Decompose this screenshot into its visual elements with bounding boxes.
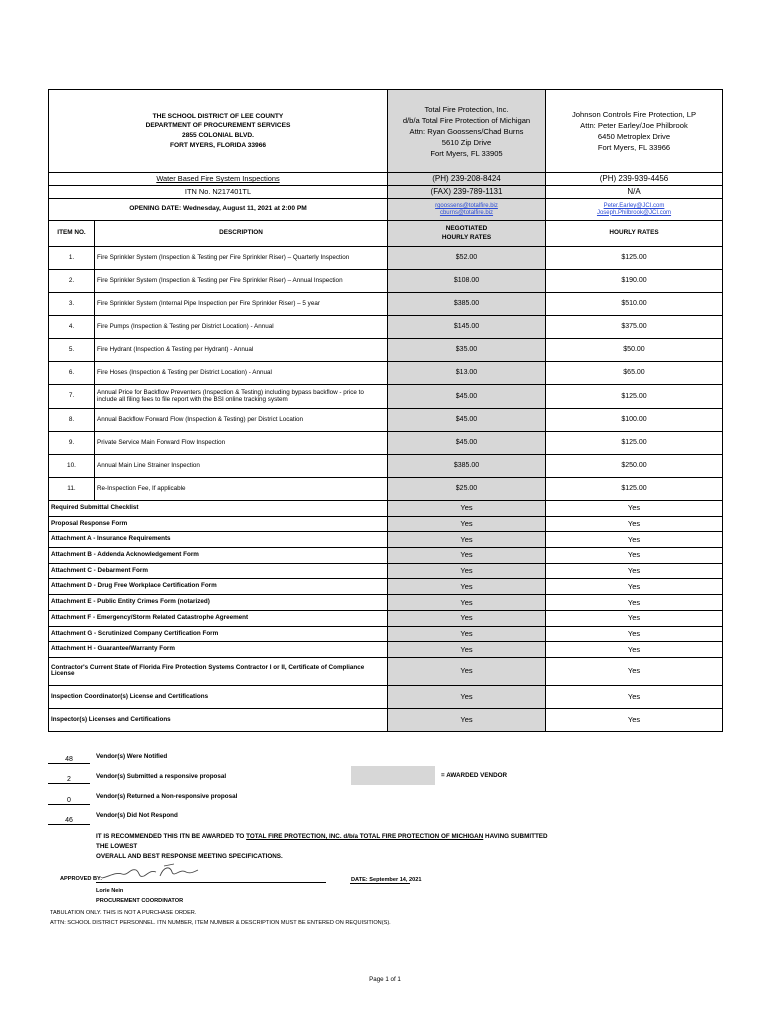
item-number: 5. [49, 339, 95, 362]
signer-title: PROCUREMENT COORDINATOR [96, 898, 184, 904]
recommendation-text: IT IS RECOMMENDED THIS ITN BE AWARDED TO TOTAL FIRE PROTECTION, INC. d/b/a TOTAL FIRE PROTECTION OF MICHIGAN HAVING SUBMITTED THE LOWEST OVERALL AND BEST RESPONSE MEETING SPECIFICATIONS. [96, 833, 548, 861]
checklist-row [49, 626, 723, 642]
item-row [49, 455, 723, 478]
checklist-row [49, 516, 723, 532]
vendor-2-rate: $125.00 [546, 247, 723, 270]
item-number: 11. [49, 478, 95, 501]
item-description: Private Service Main Forward Flow Inspection [95, 432, 388, 455]
tabulation-sheet [48, 89, 722, 732]
item-description: Fire Sprinkler System (Inspection & Testing per Fire Sprinkler Riser) – Quarterly Inspection [95, 247, 388, 270]
checklist-row [49, 579, 723, 595]
vendor-1-rate-header: NEGOTIATED HOURLY RATES [388, 221, 546, 247]
vendor-1-address: Total Fire Protection, Inc. d/b/a Total Fire Protection of Michigan Attn: Ryan Goossens/Chad Burns 5610 Zip Drive Fort Myers, FL 33905 [388, 90, 546, 173]
checklist-label: Attachment C - Debarment Form [49, 563, 388, 579]
vendor-2-rate: $125.00 [546, 478, 723, 501]
checklist-label: Attachment F - Emergency/Storm Related Catastrophe Agreement [49, 610, 388, 626]
tabulation-table [48, 89, 723, 732]
item-description: Fire Sprinkler System (Inspection & Testing per Fire Sprinkler Riser) – Annual Inspection [95, 270, 388, 293]
vendor-1-email-link[interactable]: rgoossens@totalfire.biz [435, 203, 498, 210]
tabulation-note: TABULATION ONLY. THIS IS NOT A PURCHASE ORDER. [50, 910, 197, 916]
vendor-2-rate: $50.00 [546, 339, 723, 362]
checklist-row [49, 532, 723, 548]
vendor-2-email-link[interactable]: Joseph.Philbrook@JCI.com [596, 209, 672, 216]
vendor-1-rate: $52.00 [388, 247, 546, 270]
submitted-label: Vendor(s) Submitted a responsive proposal [96, 773, 227, 780]
item-description: Annual Price for Backflow Preventers (Inspection & Testing) including bypass backflow - price to include all filing fees to file report with the BSI online tracking system [95, 385, 388, 409]
vendor-1-check: Yes [388, 685, 546, 708]
checklist-row [49, 610, 723, 626]
vendor-2-rate: $125.00 [546, 432, 723, 455]
vendor-2-check: Yes [546, 685, 723, 708]
license-check-row [49, 657, 723, 685]
vendor-1-rate: $45.00 [388, 432, 546, 455]
checklist-label: Attachment D - Drug Free Workplace Certification Form [49, 579, 388, 595]
vendor-1-rate: $145.00 [388, 316, 546, 339]
item-description: Re-Inspection Fee, If applicable [95, 478, 388, 501]
description-header: DESCRIPTION [95, 221, 388, 247]
item-number: 3. [49, 293, 95, 316]
vendor-2-rate: $250.00 [546, 455, 723, 478]
vendor-2-rate: $510.00 [546, 293, 723, 316]
vendor-1-check: Yes [388, 579, 546, 595]
item-row [49, 270, 723, 293]
vendor-2-rate: $375.00 [546, 316, 723, 339]
vendor-1-check: Yes [388, 501, 546, 517]
vendor-1-rate: $35.00 [388, 339, 546, 362]
vendor-2-rate: $65.00 [546, 362, 723, 385]
item-number: 10. [49, 455, 95, 478]
did-not-respond-label: Vendor(s) Did Not Respond [96, 812, 178, 819]
vendor-1-rate: $108.00 [388, 270, 546, 293]
item-description: Fire Hoses (Inspection & Testing per District Location) - Annual [95, 362, 388, 385]
vendor-2-rate: $125.00 [546, 385, 723, 409]
checklist-label: Attachment E - Public Entity Crimes Form (notarized) [49, 595, 388, 611]
vendor-1-phone: (PH) 239-208-8424 [388, 173, 546, 186]
vendor-1-check: Yes [388, 548, 546, 564]
license-check-label: Contractor's Current State of Florida Fire Protection Systems Contractor I or II, Certificate of Compliance License [49, 657, 388, 685]
vendor-1-check: Yes [388, 708, 546, 731]
checklist-label: Required Submittal Checklist [49, 501, 388, 517]
item-row [49, 362, 723, 385]
license-check-label: Inspection Coordinator(s) License and Certifications [49, 685, 388, 708]
item-description: Annual Main Line Strainer Inspection [95, 455, 388, 478]
awarded-legend-swatch [351, 766, 435, 785]
notified-label: Vendor(s) Were Notified [96, 753, 168, 760]
vendor-1-email-link[interactable]: cburns@totalfire.biz [439, 209, 494, 216]
district-address: THE SCHOOL DISTRICT OF LEE COUNTY DEPARTMENT OF PROCUREMENT SERVICES 2855 COLONIAL BLVD. FORT MYERS, FLORIDA 33966 [49, 90, 388, 173]
item-number: 8. [49, 409, 95, 432]
vendor-2-check: Yes [546, 563, 723, 579]
opening-date: OPENING DATE: Wednesday, August 11, 2021 at 2:00 PM [49, 199, 388, 221]
license-check-row [49, 708, 723, 731]
vendor-1-rate: $25.00 [388, 478, 546, 501]
checklist-label: Attachment G - Scrutinized Company Certification Form [49, 626, 388, 642]
checklist-row [49, 595, 723, 611]
vendor-1-check: Yes [388, 657, 546, 685]
item-row [49, 316, 723, 339]
vendor-2-check: Yes [546, 642, 723, 658]
notified-count: 48 [48, 756, 90, 764]
vendor-1-rate: $13.00 [388, 362, 546, 385]
item-number: 6. [49, 362, 95, 385]
item-number: 7. [49, 385, 95, 409]
license-check-label: Inspector(s) Licenses and Certifications [49, 708, 388, 731]
awarded-vendor-name: TOTAL FIRE PROTECTION, INC. d/b/a TOTAL FIRE PROTECTION OF MICHIGAN [246, 833, 484, 840]
checklist-label: Attachment A - Insurance Requirements [49, 532, 388, 548]
vendor-2-check: Yes [546, 548, 723, 564]
nonresponsive-label: Vendor(s) Returned a Non-responsive proposal [96, 793, 238, 800]
requisition-note: ATTN: SCHOOL DISTRICT PERSONNEL. ITN NUMBER, ITEM NUMBER & DESCRIPTION MUST BE ENTERED ON REQUISITION(S). [50, 920, 391, 926]
item-row [49, 478, 723, 501]
vendor-2-rate-header: HOURLY RATES [546, 221, 723, 247]
checklist-label: Attachment H - Guarantee/Warranty Form [49, 642, 388, 658]
item-row [49, 409, 723, 432]
signature-mark [100, 862, 200, 884]
checklist-label: Attachment B - Addenda Acknowledgement Form [49, 548, 388, 564]
item-description: Fire Hydrant (Inspection & Testing per Hydrant) - Annual [95, 339, 388, 362]
did-not-respond-count: 46 [48, 817, 90, 825]
project-title: Water Based Fire System Inspections [49, 173, 388, 186]
submitted-count: 2 [48, 776, 90, 784]
checklist-label: Proposal Response Form [49, 516, 388, 532]
vendor-2-check: Yes [546, 516, 723, 532]
header-row [49, 90, 723, 173]
item-number: 2. [49, 270, 95, 293]
checklist-row [49, 548, 723, 564]
item-number: 9. [49, 432, 95, 455]
item-number: 1. [49, 247, 95, 270]
item-row [49, 339, 723, 362]
vendor-2-check: Yes [546, 626, 723, 642]
vendor-2-fax: N/A [546, 186, 723, 199]
vendor-2-check: Yes [546, 501, 723, 517]
checklist-row [49, 642, 723, 658]
approved-by-label: APPROVED BY: [60, 876, 103, 882]
vendor-2-check: Yes [546, 579, 723, 595]
item-row [49, 432, 723, 455]
itn-row [49, 186, 723, 199]
item-description: Annual Backflow Forward Flow (Inspection & Testing) per District Location [95, 409, 388, 432]
vendor-1-emails [388, 199, 546, 221]
item-description: Fire Pumps (Inspection & Testing per District Location) - Annual [95, 316, 388, 339]
license-check-row [49, 685, 723, 708]
vendor-1-check: Yes [388, 563, 546, 579]
item-row [49, 293, 723, 316]
vendor-2-check: Yes [546, 532, 723, 548]
vendor-2-email-link[interactable]: Peter.Earley@JCI.com [603, 203, 665, 210]
vendor-2-check: Yes [546, 657, 723, 685]
date-line [350, 883, 410, 884]
vendor-2-phone: (PH) 239-939-4456 [546, 173, 723, 186]
vendor-1-check: Yes [388, 516, 546, 532]
item-number: 4. [49, 316, 95, 339]
item-row [49, 247, 723, 270]
vendor-1-check: Yes [388, 626, 546, 642]
item-no-header: ITEM NO. [49, 221, 95, 247]
vendor-2-emails [546, 199, 723, 221]
item-row [49, 385, 723, 409]
itn-number: ITN No. N217401TL [49, 186, 388, 199]
column-header-row [49, 221, 723, 247]
vendor-1-rate: $45.00 [388, 409, 546, 432]
opening-row [49, 199, 723, 221]
nonresponsive-count: 0 [48, 797, 90, 805]
vendor-1-check: Yes [388, 642, 546, 658]
signer-name: Lorie Nein [96, 888, 124, 894]
item-description: Fire Sprinkler System (Internal Pipe Inspection per Fire Sprinkler Riser) – 5 year [95, 293, 388, 316]
approval-date: DATE: September 14, 2021 [351, 877, 422, 883]
vendor-1-rate: $45.00 [388, 385, 546, 409]
vendor-1-check: Yes [388, 610, 546, 626]
page-number: Page 1 of 1 [369, 976, 401, 983]
awarded-legend-label: = AWARDED VENDOR [441, 772, 508, 779]
vendor-2-address: Johnson Controls Fire Protection, LP Attn: Peter Earley/Joe Philbrook 6450 Metroplex Drive Fort Myers, FL 33966 [546, 90, 723, 173]
vendor-2-check: Yes [546, 595, 723, 611]
vendor-2-rate: $100.00 [546, 409, 723, 432]
checklist-row [49, 501, 723, 517]
vendor-1-check: Yes [388, 595, 546, 611]
vendor-2-check: Yes [546, 610, 723, 626]
vendor-1-rate: $385.00 [388, 455, 546, 478]
project-row [49, 173, 723, 186]
vendor-1-check: Yes [388, 532, 546, 548]
vendor-2-check: Yes [546, 708, 723, 731]
vendor-2-rate: $190.00 [546, 270, 723, 293]
vendor-1-fax: (FAX) 239-789-1131 [388, 186, 546, 199]
checklist-row [49, 563, 723, 579]
vendor-1-rate: $385.00 [388, 293, 546, 316]
